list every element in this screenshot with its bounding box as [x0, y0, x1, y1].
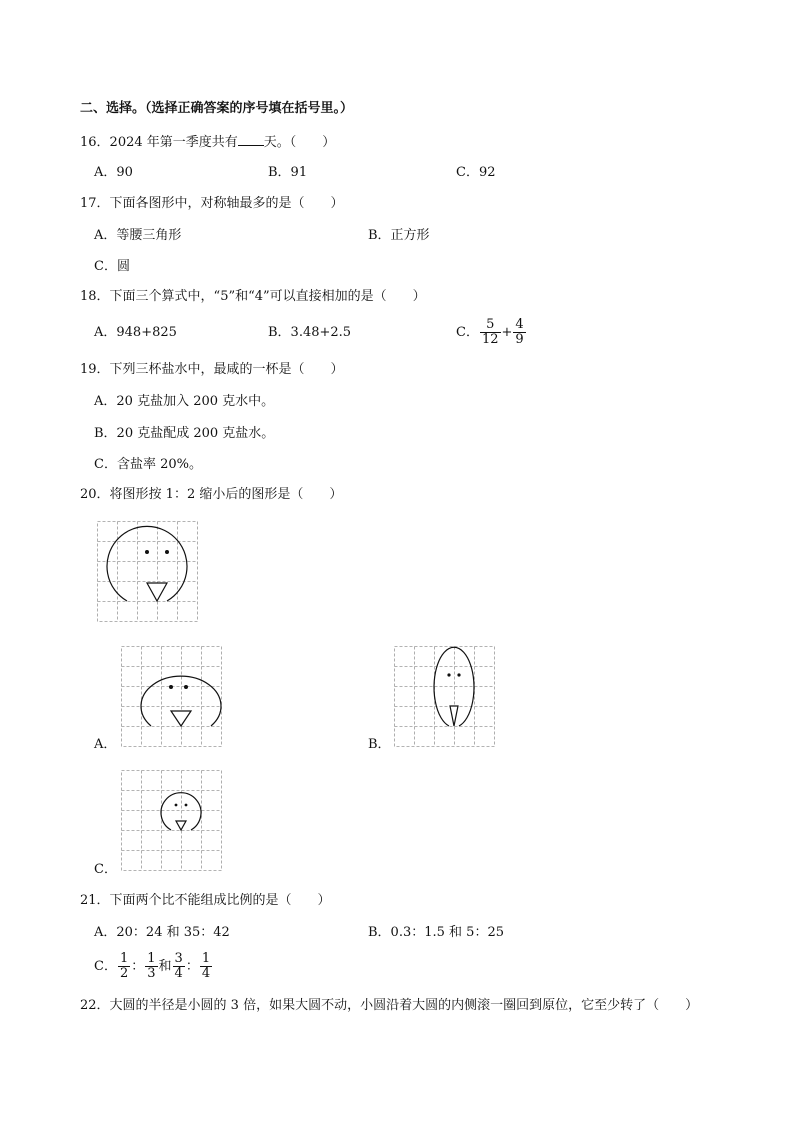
ratio-colon: ：: [131, 959, 145, 974]
q18-option-c-label: C．: [456, 325, 479, 340]
q21-option-c[interactable]: [94, 951, 213, 983]
q19-option-a[interactable]: A．20 克盐加入 200 克水中。: [94, 394, 275, 409]
fraction-1-4: $\frac{1}{4}$: [201, 951, 211, 981]
plus-sign: +: [501, 325, 513, 340]
fraction-3-4: $\frac{3}{4}$: [174, 951, 183, 981]
fraction-4-9: $\frac{4}{9}$: [515, 317, 524, 347]
q17-option-c[interactable]: C．圆: [94, 259, 130, 274]
answer-blank[interactable]: [238, 133, 264, 146]
q20-option-a-label[interactable]: A．: [94, 737, 117, 752]
option-c-figure[interactable]: [121, 770, 223, 872]
q19-option-b[interactable]: B．20 克盐配成 200 克盐水。: [94, 426, 275, 441]
ratio-colon: ：: [185, 959, 199, 974]
and-word: 和: [158, 959, 172, 974]
question-21-stem: 21．下面两个比不能组成比例的是（ ）: [80, 893, 331, 908]
q19-option-c[interactable]: C．含盐率 20%。: [94, 457, 202, 472]
q20-option-b-label[interactable]: B．: [368, 737, 391, 752]
q21-option-c-label: C．: [94, 959, 117, 974]
question-16-stem-part1: 16．2024 年第一季度共有: [80, 135, 238, 150]
q21-option-b[interactable]: B．0.3：1.5 和 5：25: [368, 925, 504, 940]
fraction-1-3: $\frac{1}{3}$: [147, 951, 156, 981]
fraction-5-12: $\frac{5}{12}$: [481, 317, 499, 347]
option-a-figure[interactable]: [121, 646, 223, 748]
question-17-stem: 17．下面各图形中，对称轴最多的是（ ）: [80, 196, 344, 211]
option-b-figure[interactable]: [394, 646, 496, 748]
q16-option-a[interactable]: A．90: [94, 165, 133, 180]
q18-option-c[interactable]: [456, 317, 527, 349]
section-title: 二、选择。（选择正确答案的序号填在括号里。）: [80, 101, 354, 116]
question-19-stem: 19．下列三杯盐水中，最咸的一杯是（ ）: [80, 362, 344, 377]
question-18-stem: 18．下面三个算式中，“5”和“4”可以直接相加的是（ ）: [80, 289, 426, 304]
q21-option-a[interactable]: A．20：24 和 35：42: [94, 925, 230, 940]
original-figure: [97, 521, 199, 623]
q18-option-b[interactable]: B．3.48+2.5: [268, 325, 352, 340]
q16-option-c[interactable]: C．92: [456, 165, 496, 180]
q20-option-c-label[interactable]: C．: [94, 862, 117, 877]
question-16-stem: [80, 133, 335, 151]
question-16-stem-part2: 天。（ ）: [263, 135, 336, 150]
question-20-stem: 20．将图形按 1：2 缩小后的图形是（ ）: [80, 487, 343, 502]
question-22-stem: 22．大圆的半径是小圆的 3 倍，如果大圆不动，小圆沿着大圆的内侧滚一圈回到原位，它至少转了（ ）: [80, 998, 699, 1013]
q17-option-a[interactable]: A．等腰三角形: [94, 228, 182, 243]
fraction-1-2: $\frac{1}{2}$: [119, 951, 129, 981]
q17-option-b[interactable]: B．正方形: [368, 228, 430, 243]
q18-option-a[interactable]: A．948+825: [94, 325, 177, 340]
q16-option-b[interactable]: B．91: [268, 165, 308, 180]
